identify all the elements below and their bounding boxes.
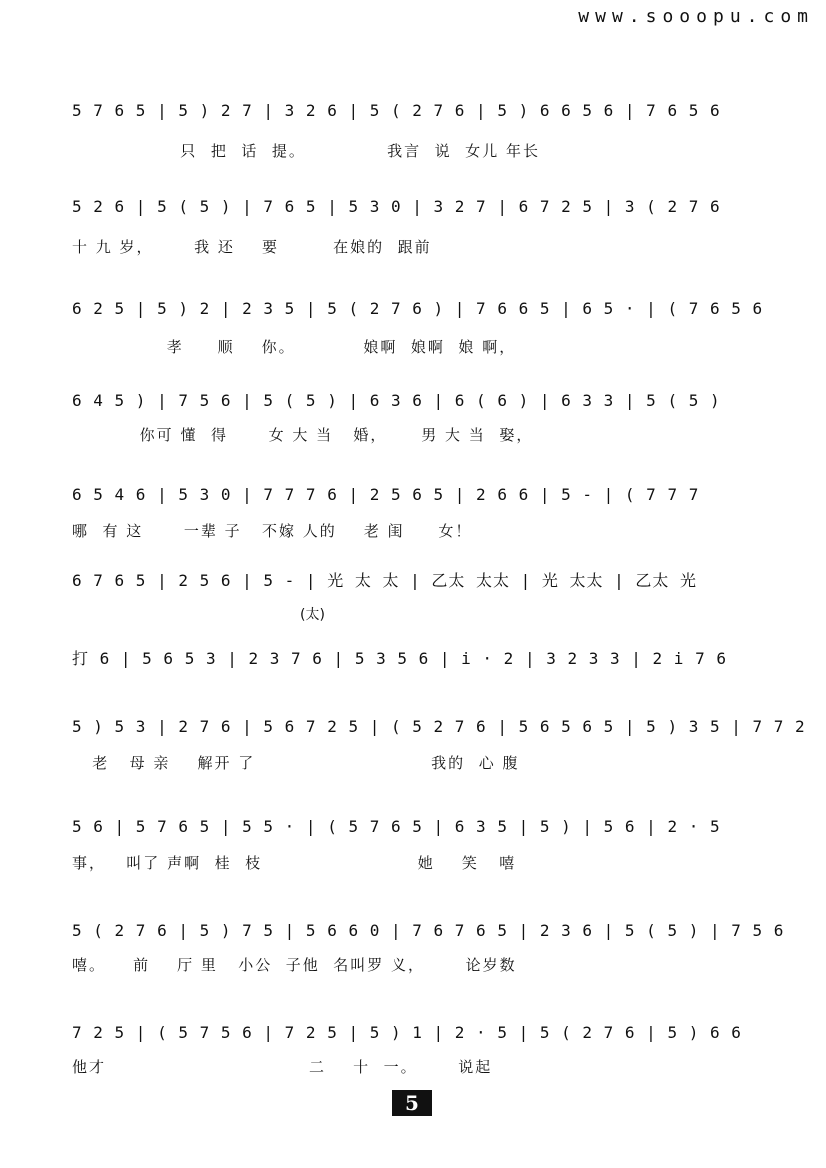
notation-line: 6 7 6 5 | 2 5 6 | 5 - | 光 太 太 | 乙太 太太 | 光 太太 | 乙太 光 xyxy=(72,571,698,590)
notation-line: 打 6 | 5 6 5 3 | 2 3 7 6 | 5 3 5 6 | i · 2 | 3 2 3 3 | 2 i 7 6 xyxy=(72,649,727,668)
lyric-line: 嘻。 前 厅 里 小公 子他 名叫罗 义， 论岁数 xyxy=(72,956,517,974)
lyric-line: 孝 顺 你。 娘啊 娘啊 娘 啊， xyxy=(72,338,517,356)
notation-line: 5 ( 2 7 6 | 5 ) 7 5 | 5 6 6 0 | 7 6 7 6 5 | 2 3 6 | 5 ( 5 ) | 7 5 6 xyxy=(72,921,785,940)
score-row-8 xyxy=(72,716,806,774)
score-row-9 xyxy=(72,816,752,874)
score-row-6 xyxy=(72,570,752,623)
notation-line: 5 2 6 | 5 ( 5 ) | 7 6 5 | 5 3 0 | 3 2 7 | 6 7 2 5 | 3 ( 2 7 6 xyxy=(72,197,721,216)
score-row-7 xyxy=(72,648,752,670)
score-row-1 xyxy=(72,100,752,162)
score-row-2 xyxy=(72,196,752,258)
site-watermark: www.sooopu.com xyxy=(578,6,814,27)
lyric-line: 你可 懂 得 女 大 当 婚， 男 大 当 娶， xyxy=(72,426,534,444)
notation-line: 5 6 | 5 7 6 5 | 5 5 · | ( 5 7 6 5 | 6 3 5 | 5 ) | 5 6 | 2 · 5 xyxy=(72,817,721,836)
lyric-line: 哪 有 这 一辈 子 不嫁 人的 老 闺 女！ xyxy=(72,522,473,540)
lyric-line: 只 把 话 提。 我言 说 女儿 年长 xyxy=(72,142,540,160)
lyric-line: 十 九 岁， 我 还 要 在娘的 跟前 xyxy=(72,238,432,256)
score-row-4 xyxy=(72,390,752,446)
lyric-line: 他才 二 十 一。 说起 xyxy=(72,1058,493,1076)
notation-line: 7 2 5 | ( 5 7 5 6 | 7 2 5 | 5 ) 1 | 2 · 5 | 5 ( 2 7 6 | 5 ) 6 6 xyxy=(72,1023,742,1042)
notation-line: 5 ) 5 3 | 2 7 6 | 5 6 7 2 5 | ( 5 2 7 6 | 5 6 5 6 5 | 5 ) 3 5 | 7 7 2 xyxy=(72,717,806,736)
score-row-11 xyxy=(72,1022,752,1078)
notation-line: 6 5 4 6 | 5 3 0 | 7 7 7 6 | 2 5 6 5 | 2 6 6 | 5 - | ( 7 7 7 xyxy=(72,485,700,504)
lyric-line: 事， 叫了 声啊 桂 枝 她 笑 嘻 xyxy=(72,854,517,872)
lyric-line: 老 母 亲 解开 了 我的 心 腹 xyxy=(72,754,520,772)
notation-line: 6 2 5 | 5 ) 2 | 2 3 5 | 5 ( 2 7 6 ) | 7 6 6 5 | 6 5 · | ( 7 6 5 6 xyxy=(72,299,764,318)
aux-percussion-note: (太) xyxy=(300,607,325,623)
score-row-10 xyxy=(72,920,785,976)
page-number: 5 xyxy=(392,1090,432,1116)
notation-line: 5 7 6 5 | 5 ) 2 7 | 3 2 6 | 5 ( 2 7 6 | 5 ) 6 6 5 6 | 7 6 5 6 xyxy=(72,101,721,120)
score-row-5 xyxy=(72,484,752,542)
notation-line: 6 4 5 ) | 7 5 6 | 5 ( 5 ) | 6 3 6 | 6 ( 6 ) | 6 3 3 | 5 ( 5 ) xyxy=(72,391,721,410)
score-row-3 xyxy=(72,298,764,358)
